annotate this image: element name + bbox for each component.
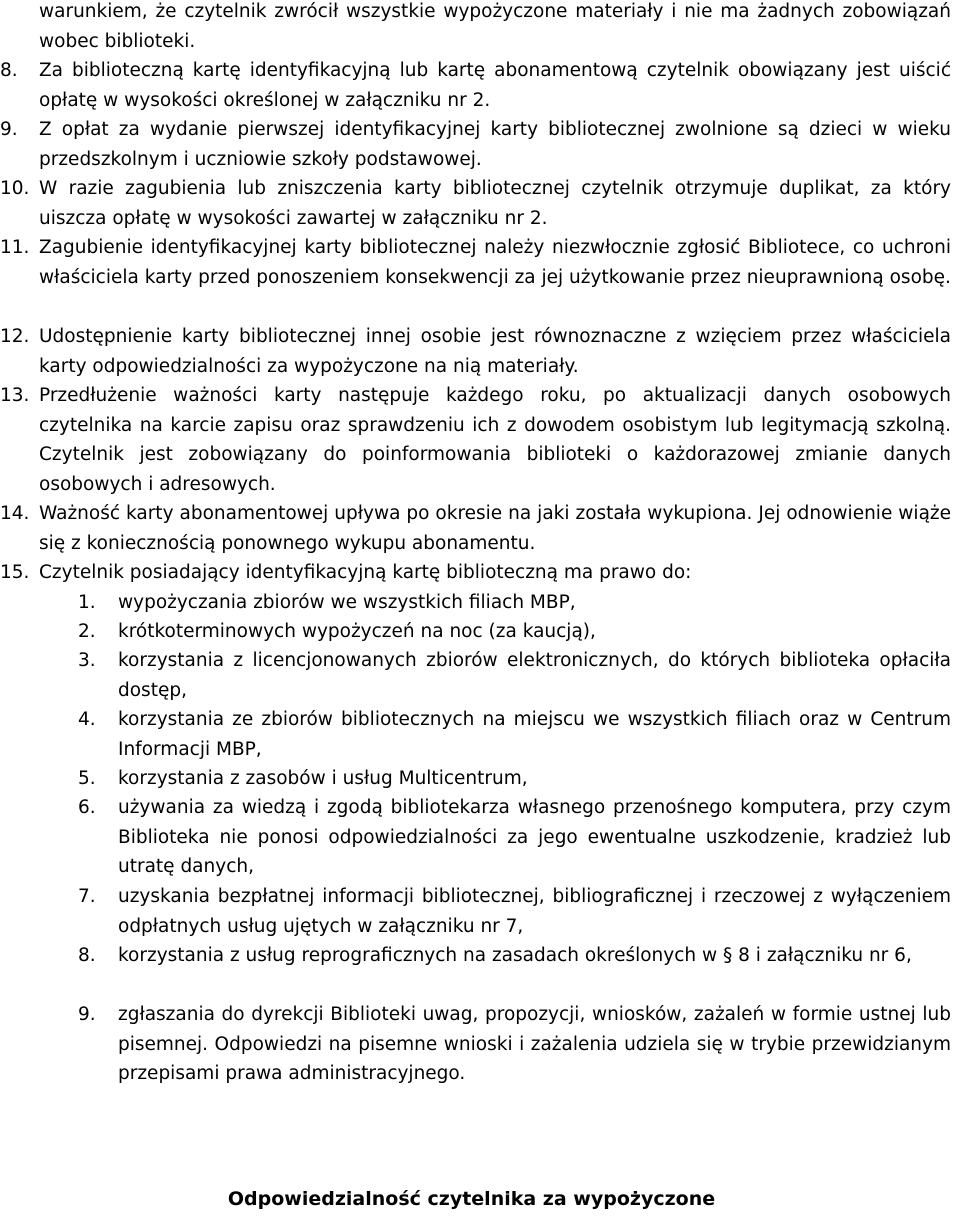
sublist-item-5	[78, 764, 951, 794]
list-item-text: Za biblioteczną kartę identyfikacyjną lub kartę abonamentową czytelnik obowiązany jest uiścić opłatę w wysokości określonej w załączniku nr 2.	[39, 60, 951, 111]
list-item-number: 12.	[0, 326, 30, 347]
list-item-text: Zagubienie identyfikacyjnej karty bibliotecznej należy niezwłocznie zgłosić Bibliotece, co uchroni właściciela karty przed ponoszeniem konsekwencji za jej użytkowanie przez nieuprawnioną osobę.	[39, 237, 951, 288]
list-item-15	[0, 558, 951, 588]
list-item-text: W razie zagubienia lub zniszczenia karty bibliotecznej czytelnik otrzymuje duplikat, za który uiszcza opłatę w wysokości zawartej w załączniku nr 2.	[39, 178, 951, 229]
sublist-item-number: 8.	[78, 945, 96, 966]
list-item-9	[0, 115, 951, 174]
sublist-item-7	[78, 882, 951, 941]
list-item-text: Udostępnienie karty bibliotecznej innej osobie jest równoznaczne z wzięciem przez właściciela karty odpowiedzialności za wypożyczone na nią materiały.	[39, 326, 951, 377]
list-item-number: 14.	[0, 503, 30, 524]
list-item-text: Z opłat za wydanie pierwszej identyfikacyjnej karty bibliotecznej zwolnione są dzieci w wieku przedszkolnym i uczniowie szkoły podstawowej.	[39, 119, 951, 170]
sublist-item-9	[78, 1000, 951, 1089]
sublist-item-number: 9.	[78, 1004, 96, 1025]
list-item-number: 11.	[0, 237, 30, 258]
sublist-item-number: 6.	[78, 797, 96, 818]
sublist-item-text: zgłaszania do dyrekcji Biblioteki uwag, propozycji, wniosków, zażaleń w formie ustnej lub pisemnej. Odpowiedzi na pisemne wnioski i zażalenia udziela się w trybie przewidzianym przepisami prawa administracyjnego.	[118, 1004, 951, 1084]
sublist-item-6	[78, 793, 951, 882]
list-item-12	[0, 322, 951, 381]
list-item-text: Przedłużenie ważności karty następuje każdego roku, po aktualizacji danych osobowych czytelnika na karcie zapisu oraz sprawdzeniu ich z dowodem osobistym lub legitymacją szkolną. Czytelnik jest zobowiązany do poinformowania biblioteki o każdorazowej zmianie danych osobowych i adresowych.	[39, 385, 951, 495]
sublist-item-text: używania za wiedzą i zgodą bibliotekarza własnego przenośnego komputera, przy czym Biblioteka nie ponosi odpowiedzialności za jego ewentualne uszkodzenie, kradzież lub utratę danych,	[118, 797, 951, 877]
sublist-item-8	[78, 941, 951, 971]
list-item-number: 15.	[0, 562, 30, 583]
sublist-item-text: uzyskania bezpłatnej informacji bibliotecznej, bibliograficznej i rzeczowej z wyłączeniem odpłatnych usług ujętych w załączniku nr 7,	[118, 886, 951, 937]
sublist-item-number: 3.	[78, 650, 96, 671]
section-heading: Odpowiedzialność czytelnika za wypożyczone	[227, 1188, 716, 1210]
sublist-item-text: korzystania z usług reprograficznych na zasadach określonych w § 8 i załączniku nr 6,	[118, 945, 912, 966]
list-item-text: Ważność karty abonamentowej upływa po okresie na jaki została wykupiona. Jej odnowienie wiąże się z koniecznością ponownego wykupu abonamentu.	[39, 503, 951, 554]
sublist-item-4	[78, 705, 951, 764]
list-item-number: 10.	[0, 178, 30, 199]
list-item-number: 8.	[0, 60, 18, 81]
sublist-item-number: 4.	[78, 709, 96, 730]
list-item-text: Czytelnik posiadający identyfikacyjną kartę biblioteczną ma prawo do:	[39, 562, 692, 583]
sublist-item-text: korzystania z licencjonowanych zbiorów elektronicznych, do których biblioteka opłaciła dostęp,	[118, 650, 951, 701]
list-item-13	[0, 381, 951, 499]
sublist-item-number: 5.	[78, 768, 96, 789]
sublist-item-number: 1.	[78, 592, 96, 613]
intro-paragraph: warunkiem, że czytelnik zwrócił wszystkie wypożyczone materiały i nie ma żadnych zobowiązań wobec biblioteki.	[39, 1, 951, 52]
sublist-item-text: korzystania ze zbiorów bibliotecznych na miejscu we wszystkich filiach oraz w Centrum Informacji MBP,	[118, 709, 951, 760]
sublist-item-number: 2.	[78, 621, 96, 642]
list-item-number: 9.	[0, 119, 18, 140]
list-item-14	[0, 499, 951, 558]
list-item-number: 13.	[0, 385, 30, 406]
sublist-item-1	[78, 588, 951, 618]
sublist-item-2	[78, 617, 951, 647]
list-item-11	[0, 233, 951, 292]
sublist-item-text: krótkoterminowych wypożyczeń na noc (za kaucją),	[118, 621, 596, 642]
sublist-item-3	[78, 646, 951, 705]
sublist-item-text: wypożyczania zbiorów we wszystkich filiach MBP,	[118, 592, 576, 613]
list-item-8	[0, 56, 951, 115]
sublist-item-text: korzystania z zasobów i usług Multicentrum,	[118, 768, 528, 789]
list-item-10	[0, 174, 951, 233]
sublist-item-number: 7.	[78, 886, 96, 907]
